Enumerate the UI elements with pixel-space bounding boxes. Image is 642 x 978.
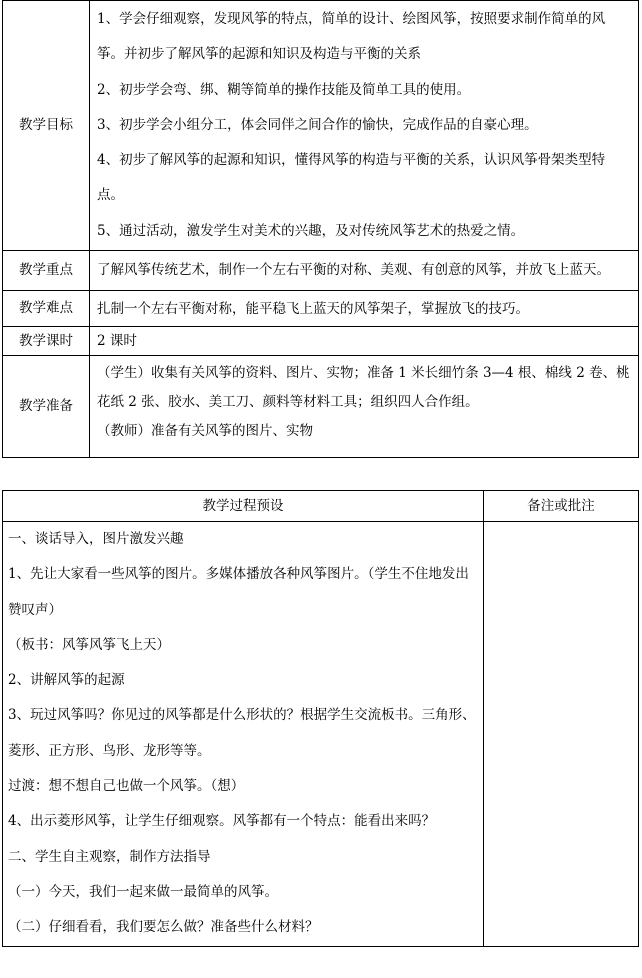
process-line: 过渡：想不想自己也做一个风筝。（想） <box>8 778 245 795</box>
difficulties-label: 教学难点 <box>3 291 90 327</box>
process-line: （一）今天，我们一起来做一最简单的风筝。 <box>8 883 278 900</box>
difficulties-text: 扎制一个左右平衡对称，能平稳飞上蓝天的风筝架子，掌握放飞的技巧。 <box>90 291 639 327</box>
objectives-content <box>90 1 639 251</box>
notes-header: 备注或批注 <box>484 491 639 522</box>
process-line: 二、学生自主观察，制作方法指导 <box>8 848 211 865</box>
process-header-row <box>3 491 639 522</box>
process-content <box>3 522 484 947</box>
objective-item: 5、通过活动，激发学生对美术的兴趣，及对传统风筝艺术的热爱之情。 <box>97 222 525 239</box>
preparation-item: （教师）准备有关风筝的图片、实物 <box>97 423 313 440</box>
process-line: （板书：风筝风筝飞上天） <box>8 636 170 653</box>
preparation-item: （学生）收集有关风筝的资料、图片、实物；准备 1 米长细竹条 3—4 根、棉线 2 卷、桃花纸 2 张、胶水、美工刀、颜料等材料工具；组织四人合作组。 <box>97 365 630 411</box>
class-hours-text: 2 课时 <box>90 327 639 356</box>
process-line: 一、谈话导入，图片激发兴趣 <box>8 531 184 547</box>
objectives-row <box>3 1 639 251</box>
process-line: 1、先让大家看一些风筝的图片。多媒体播放各种风筝图片。（学生不住地发出赞叹声） <box>8 566 469 618</box>
difficulties-row <box>3 291 639 327</box>
process-table <box>2 490 639 947</box>
preparation-content <box>90 356 639 458</box>
notes-cell <box>484 522 639 947</box>
objective-item: 2、初步学会弯、绑、糊等简单的操作技能及简单工具的使用。 <box>97 81 471 98</box>
class-hours-label: 教学课时 <box>3 327 90 356</box>
process-line: （二）仔细看看，我们要怎么做？准备些什么材料？ <box>8 919 319 936</box>
key-points-text: 了解风筝传统艺术，制作一个左右平衡的对称、美观、有创意的风筝，并放飞上蓝天。 <box>90 251 639 291</box>
objectives-label: 教学目标 <box>3 1 90 251</box>
preparation-row <box>3 356 639 458</box>
class-hours-row <box>3 327 639 356</box>
objective-item: 4、初步了解风筝的起源和知识，懂得风筝的构造与平衡的关系，认识风筝骨架类型特点。 <box>97 152 606 204</box>
process-line: 2、讲解风筝的起源 <box>8 672 125 689</box>
preparation-label: 教学准备 <box>3 356 90 458</box>
key-points-row <box>3 251 639 291</box>
process-line: 3、玩过风筝吗？你见过的风筝都是什么形状的？根据学生交流板书。三角形、菱形、正方形、鸟形、龙形等等。 <box>8 707 476 759</box>
process-header: 教学过程预设 <box>3 491 484 522</box>
key-points-label: 教学重点 <box>3 251 90 291</box>
objective-item: 1、学会仔细观察，发现风筝的特点，简单的设计、绘图风筝，按照要求制作简单的风筝。并初步了解风筝的起源和知识及构造与平衡的关系 <box>97 11 606 63</box>
objective-item: 3、初步学会小组分工，体会同伴之间合作的愉快，完成作品的自豪心理。 <box>97 116 538 133</box>
lesson-info-table <box>2 0 639 458</box>
process-body-row <box>3 522 639 947</box>
process-line: 4、出示菱形风筝，让学生仔细观察。风筝都有一个特点：能看出来吗？ <box>8 813 436 830</box>
